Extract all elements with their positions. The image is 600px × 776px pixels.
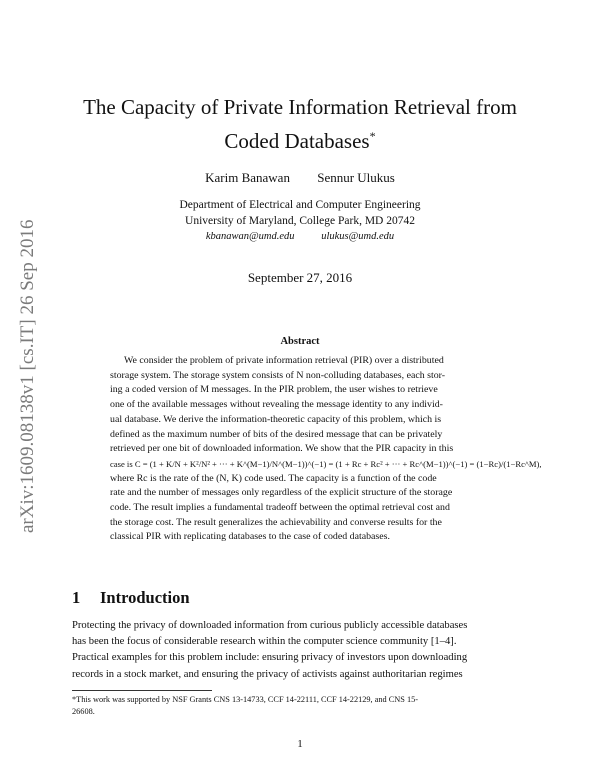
intro-paragraph <box>72 618 532 683</box>
footnote <box>72 694 532 718</box>
email-1: kbanawan@umd.edu <box>205 231 295 242</box>
title-footnote-mark: * <box>369 129 376 143</box>
section-title: Introduction <box>100 588 190 607</box>
abstract-heading: Abstract <box>280 336 320 347</box>
affiliation-line-1: Department of Electrical and Computer Engineering <box>179 199 421 211</box>
abstract-body <box>110 354 542 545</box>
authors <box>60 170 540 186</box>
abstract-line: ing a coded version of M messages. In the PIR problem, the user wishes to retrieve <box>110 384 438 396</box>
title-line-2-text: Coded Databases <box>224 129 370 153</box>
title-line-1: The Capacity of Private Information Retrieval from <box>83 95 517 119</box>
abstract-line: where Rc is the rate of the (N, K) code used. The capacity is a function of the code <box>110 472 437 484</box>
abstract-line: storage system. The storage system consists of N non-colluding databases, each stor- <box>110 369 446 381</box>
paper-date: September 27, 2016 <box>247 270 353 285</box>
emails <box>60 231 540 242</box>
intro-line: has been the focus of considerable research within the computer science community [1–4]. <box>72 636 457 648</box>
intro-line: Protecting the privacy of downloaded information from curious publicly accessible databases <box>72 620 468 631</box>
abstract-formula-line: case is C = (1 + K/N + K²/N² + ··· + K^(M−1)/N^(M−1))^(−1) = (1 + Rc + Rc² + ··· + Rc^(M−1))^(−1) = (1−Rc)/(1−Rc^M), <box>110 458 542 469</box>
email-2: ulukus@umd.edu <box>321 231 395 242</box>
footnote-line: 26608. <box>72 707 95 716</box>
section-number: 1 <box>72 588 81 607</box>
arxiv-stamp: arXiv:1609.08138v1 [cs.IT] 26 Sep 2016 <box>17 219 38 533</box>
page-number: 1 <box>297 738 303 750</box>
title-line-2 <box>60 122 540 156</box>
section-heading <box>72 588 472 608</box>
footnote-rule <box>72 690 212 691</box>
abstract-line: classical PIR with replicating databases to the case of coded databases. <box>110 531 390 543</box>
author-1: Karim Banawan <box>205 170 290 185</box>
intro-line: Practical examples for this problem include: ensuring privacy of investors upon downloading <box>72 652 468 664</box>
abstract-line: retrieved per one bit of downloaded information. We show that the PIR capacity in this <box>110 443 454 455</box>
intro-line: records in a stock market, and ensuring the privacy of activists against authoritarian regimes <box>72 668 463 680</box>
author-2: Sennur Ulukus <box>317 170 395 185</box>
footnote-line: *This work was supported by NSF Grants CNS 13-14733, CCF 14-22111, CCF 14-22129, and CNS 15- <box>72 695 419 704</box>
abstract-line: rate and the number of messages only regardless of the explicit structure of the storage <box>110 487 453 499</box>
abstract-line: the storage cost. The result generalizes the achievability and converse results for the <box>110 516 442 528</box>
affiliation <box>60 197 540 229</box>
affiliation-line-2: University of Maryland, College Park, MD 20742 <box>185 215 415 227</box>
abstract-line: ual database. We derive the information-theoretic capacity of this problem, which is <box>110 413 442 425</box>
abstract-line: code. The result implies a fundamental tradeoff between the optimal retrieval cost and <box>110 502 450 514</box>
abstract-line: We consider the problem of private information retrieval (PIR) over a distributed <box>124 355 444 366</box>
abstract-line: defined as the maximum number of bits of the desired message that can be privately <box>110 428 443 440</box>
paper-title <box>60 93 540 156</box>
abstract-line: one of the available messages without revealing the message identity to any individ- <box>110 399 443 411</box>
